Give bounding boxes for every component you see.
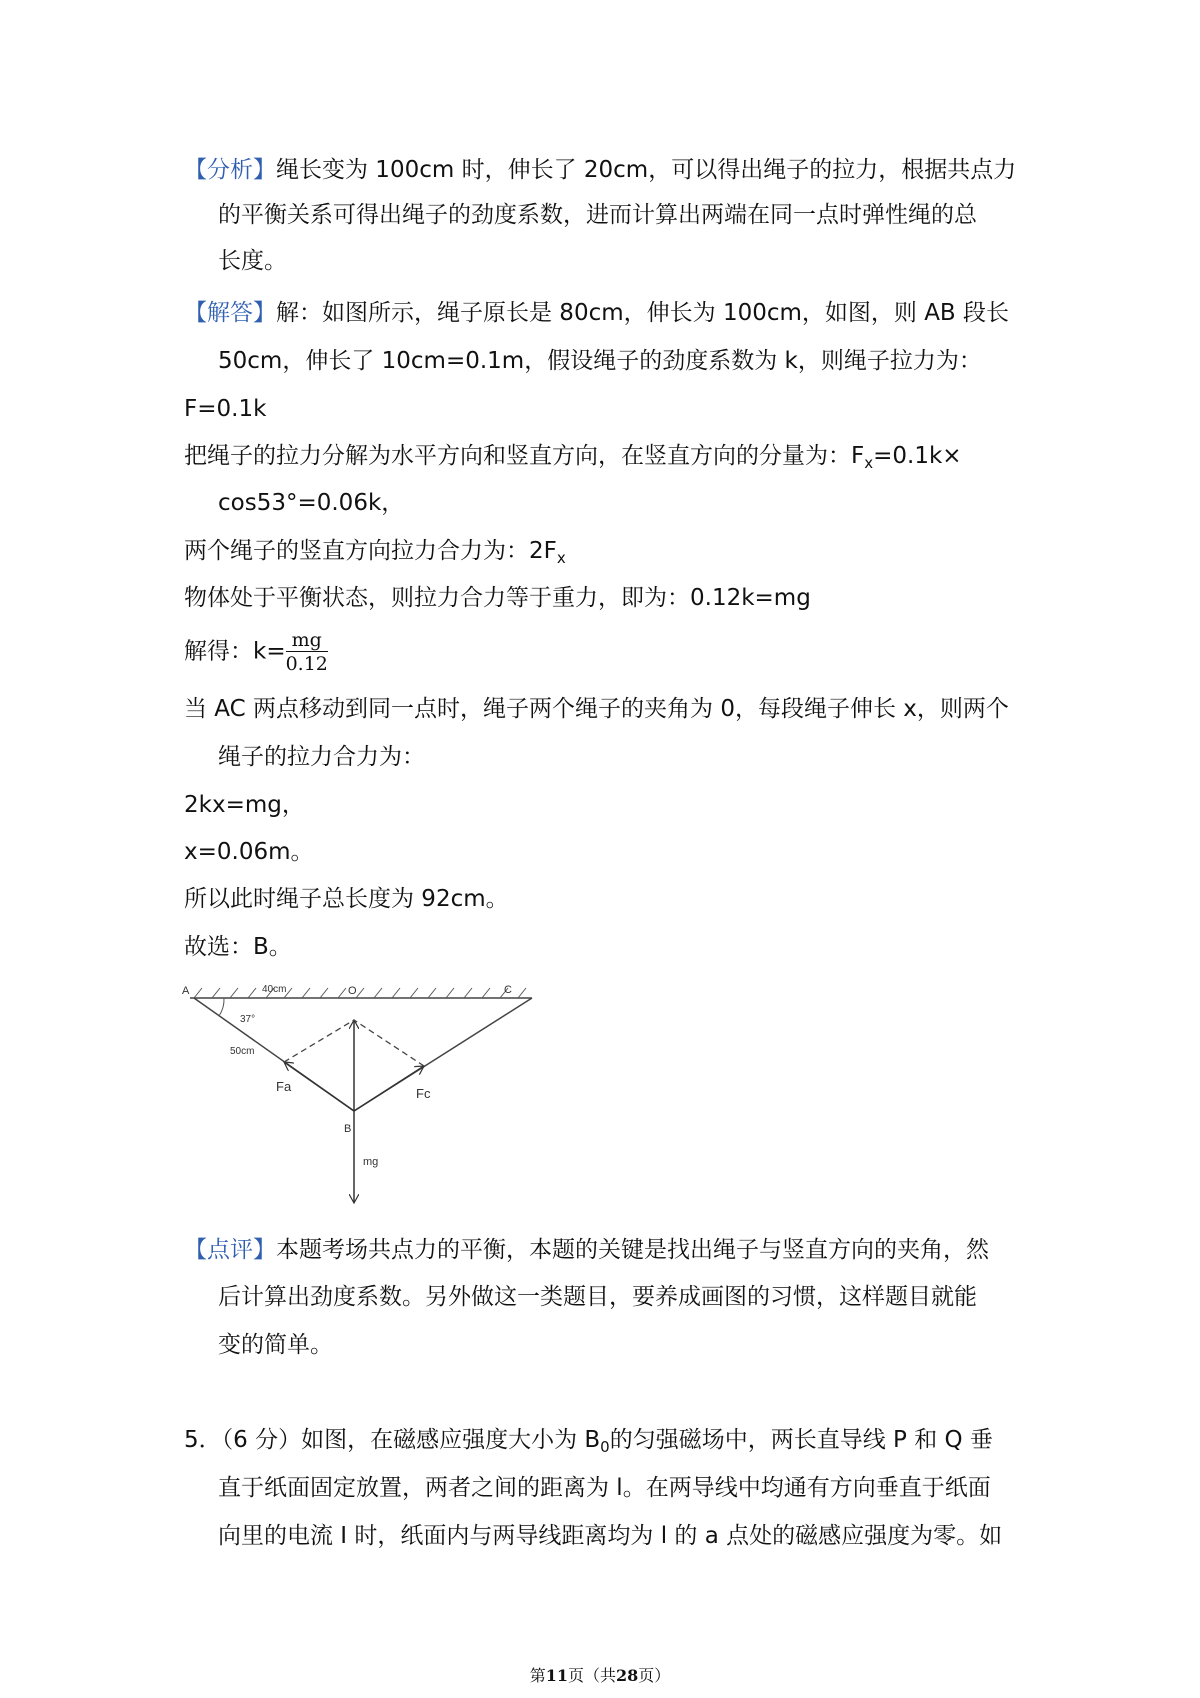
question5-subscript: 0 — [600, 1438, 610, 1456]
answer-line-2: 50cm，伸长了 10cm=0.1m，假设绳子的劲度系数为 k，则绳子拉力为： — [218, 348, 982, 374]
answer-line-1 — [184, 298, 1009, 328]
label-o: O — [348, 985, 357, 997]
answer-text-1: 解：如图所示，绳子原长是 80cm，伸长为 100cm，如图，则 AB 段长 — [276, 300, 1010, 326]
answer-tag: 【解答】 — [184, 300, 276, 326]
angle-arc — [219, 998, 224, 1016]
question5-line-3: 向里的电流 I 时，纸面内与两导线距离均为 l 的 a 点处的磁感应强度为零。如 — [218, 1523, 1003, 1549]
decompose-subscript: x — [864, 454, 874, 472]
question5-text-a: 5．（6 分）如图，在磁感应强度大小为 B — [184, 1427, 601, 1453]
fraction-denominator: 0.12 — [285, 653, 328, 675]
decompose-line-1 — [184, 441, 962, 478]
ceiling-hatching — [194, 988, 526, 998]
force-fa-arrow — [284, 1062, 354, 1111]
footer-post: 页） — [638, 1666, 671, 1685]
label-50cm: 50cm — [230, 1046, 255, 1057]
page-footer — [0, 1663, 1200, 1686]
dashed-line-left — [284, 1020, 354, 1062]
question5-line-1 — [184, 1425, 993, 1462]
label-fc: Fc — [416, 1086, 431, 1101]
decompose-text-b: =0.1k× — [873, 443, 962, 469]
comment-line-2: 后计算出劲度系数。另外做这一类题目，要养成画图的习惯，这样题目就能 — [218, 1284, 977, 1310]
balance-line: 物体处于平衡状态，则拉力合力等于重力，即为：0.12k=mg — [184, 585, 811, 611]
equation-2kx: 2kx=mg， — [184, 792, 305, 818]
label-mg: mg — [363, 1156, 379, 1168]
vertical-sum-text: 两个绳子的竖直方向拉力合力为：2F — [184, 538, 557, 564]
question5-text-b: 的匀强磁场中，两长直导线 P 和 Q 垂 — [609, 1427, 993, 1453]
analysis-line-2: 的平衡关系可得出绳子的劲度系数，进而计算出两端在同一点时弹性绳的总 — [218, 202, 977, 228]
analysis-text-1: 绳长变为 100cm 时，伸长了 20cm，可以得出绳子的拉力，根据共点力 — [276, 157, 1017, 183]
equation-x: x=0.06m。 — [184, 839, 314, 865]
solve-prefix: 解得：k= — [184, 638, 286, 665]
comment-line-1 — [184, 1235, 989, 1265]
force-fc-arrow — [354, 1066, 424, 1111]
choice-line: 故选：B。 — [184, 934, 292, 960]
fraction — [286, 630, 328, 674]
total-length-line: 所以此时绳子总长度为 92cm。 — [184, 886, 509, 912]
dashed-line-right — [354, 1020, 424, 1066]
comment-text-1: 本题考场共点力的平衡，本题的关键是找出绳子与竖直方向的夹角，然 — [276, 1237, 989, 1263]
footer-page-number: 11 — [545, 1666, 568, 1685]
analysis-tag: 【分析】 — [184, 157, 276, 183]
fraction-numerator: mg — [286, 630, 328, 652]
force-diagram — [180, 980, 540, 1210]
analysis-line-1 — [184, 155, 1016, 185]
label-40cm: 40cm — [262, 984, 287, 995]
analysis-line-3: 长度。 — [218, 248, 287, 274]
ac-line-1: 当 AC 两点移动到同一点时，绳子两个绳子的夹角为 0，每段绳子伸长 x，则两个 — [184, 696, 1009, 722]
comment-line-3: 变的简单。 — [218, 1332, 333, 1358]
label-c: C — [504, 984, 512, 996]
solve-line — [184, 630, 328, 674]
decompose-text-a: 把绳子的拉力分解为水平方向和竖直方向，在竖直方向的分量为：F — [184, 443, 865, 469]
footer-mid: 页（共 — [567, 1666, 616, 1685]
label-fa: Fa — [276, 1079, 292, 1094]
label-b: B — [344, 1123, 352, 1135]
vertical-sum-line — [184, 536, 566, 573]
force-equation: F=0.1k — [184, 396, 267, 422]
label-a: A — [182, 985, 190, 997]
comment-tag: 【点评】 — [184, 1237, 276, 1263]
vertical-sum-subscript: x — [556, 549, 566, 567]
footer-pre: 第 — [529, 1666, 546, 1685]
question5-line-2: 直于纸面固定放置，两者之间的距离为 l。在两导线中均通有方向垂直于纸面 — [218, 1475, 991, 1501]
decompose-line-2: cos53°=0.06k， — [218, 490, 405, 516]
footer-total-pages: 28 — [616, 1666, 639, 1685]
ac-line-2: 绳子的拉力合力为： — [218, 744, 425, 770]
label-37: 37° — [240, 1014, 256, 1025]
